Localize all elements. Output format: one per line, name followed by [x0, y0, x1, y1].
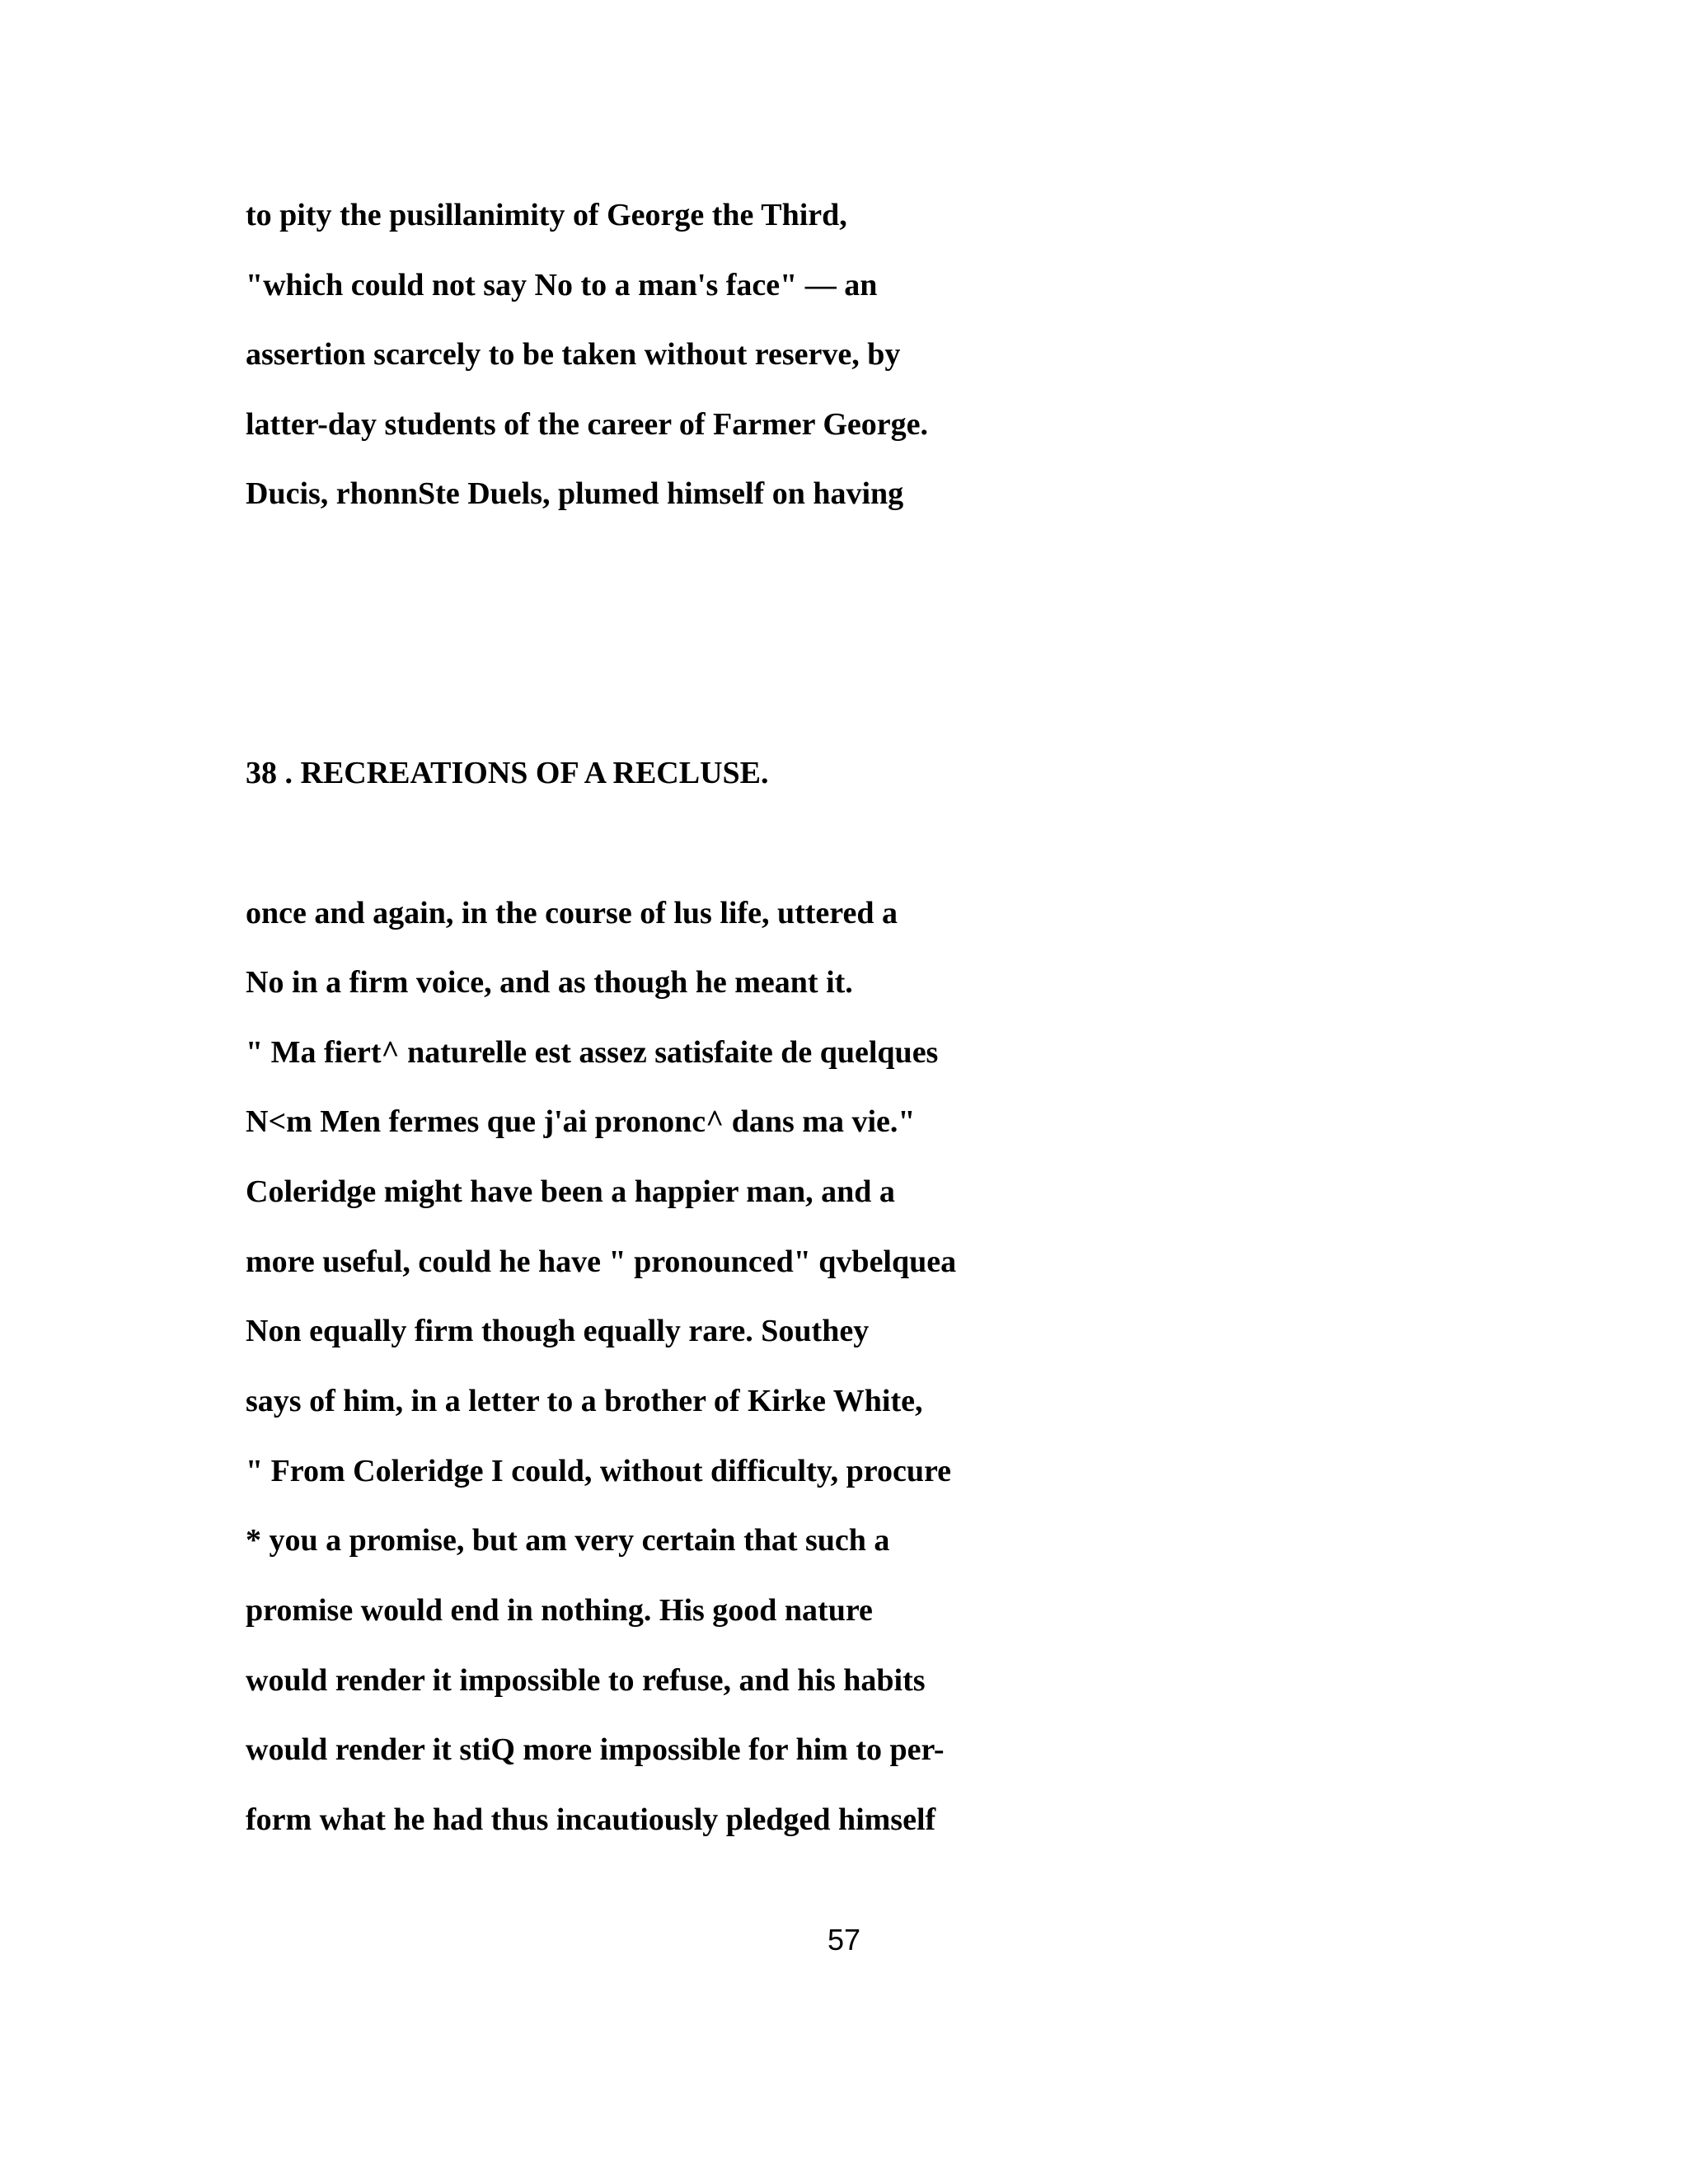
text-line: " Ma fiert^ naturelle est assez satisfaite de quelques: [246, 1035, 939, 1070]
running-header: 38 . RECREATIONS OF A RECLUSE.: [246, 756, 769, 790]
text-line: " From Coleridge I could, without difficulty, procure: [246, 1454, 952, 1488]
text-line: would render it impossible to refuse, and his habits: [246, 1663, 926, 1698]
text-line: Coleridge might have been a happier man, and a: [246, 1174, 895, 1209]
text-line: "which could not say No to a man's face" — an: [246, 268, 878, 302]
text-line: would render it stiQ more impossible for him to per-: [246, 1732, 945, 1767]
text-line: Ducis, rhonnSte Duels, plumed himself on having: [246, 476, 904, 511]
text-line: more useful, could he have " pronounced" qvbelquea: [246, 1244, 957, 1279]
text-line: * you a promise, but am very certain that such a: [246, 1523, 890, 1558]
text-line: assertion scarcely to be taken without reserve, by: [246, 337, 901, 372]
text-line: says of him, in a letter to a brother of Kirke White,: [246, 1384, 923, 1418]
text-line: latter-day students of the career of Farmer George.: [246, 407, 928, 442]
text-line: No in a firm voice, and as though he meant it.: [246, 965, 853, 1000]
text-line: to pity the pusillanimity of George the Third,: [246, 198, 847, 232]
page-number: 57: [827, 1923, 861, 1957]
text-line: promise would end in nothing. His good nature: [246, 1593, 873, 1628]
text-line: form what he had thus incautiously pledged himself: [246, 1802, 936, 1837]
text-line: N<m Men fermes que j'ai prononc^ dans ma vie.": [246, 1104, 916, 1139]
text-line: Non equally firm though equally rare. Southey: [246, 1314, 870, 1348]
text-line: once and again, in the course of lus life, uttered a: [246, 896, 898, 930]
